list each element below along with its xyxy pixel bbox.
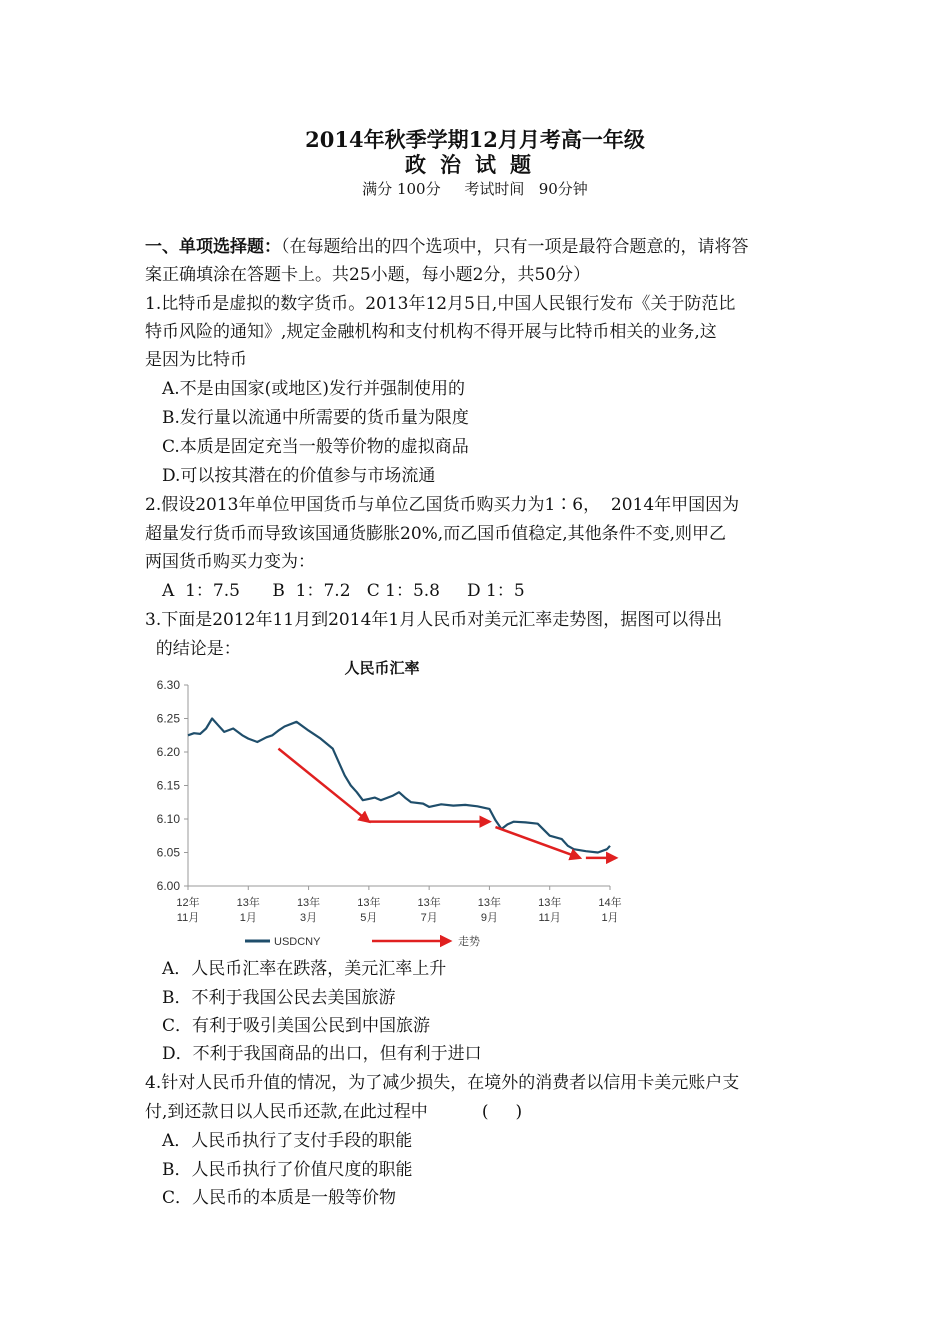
x-tick-label-month: 5月 (360, 912, 378, 924)
x-tick-label-year: 13年 (236, 897, 260, 909)
x-tick-label-month: 3月 (300, 912, 318, 924)
y-tick-label: 6.15 (156, 778, 180, 793)
y-tick-label: 6.00 (156, 879, 180, 893)
q4-option-c: C．人民币的本质是一般等价物 (162, 1188, 397, 1208)
q1-option-c: C.本质是固定充当一般等价物的虚拟商品 (162, 437, 469, 457)
x-tick-label-year: 13年 (477, 897, 502, 909)
x-tick-label-month: 9月 (480, 912, 498, 924)
q3-option-c: C．有利于吸引美国公民到中国旅游 (162, 1016, 431, 1036)
x-tick-label-month: 1月 (239, 912, 257, 924)
q1-option-b: B.发行量以流通中所需要的货币量为限度 (162, 408, 469, 428)
y-tick-label: 6.25 (156, 711, 180, 726)
q4-line1: 4.针对人民币升值的情况，为了减少损失，在境外的消费者以信用卡美元账户支 (145, 1073, 740, 1093)
legend-usdcny-label: USDCNY (274, 936, 321, 948)
x-tick-label-year: 12年 (176, 897, 200, 909)
q3-option-b: B．不利于我国公民去美国旅游 (162, 988, 396, 1008)
q4-line2: 付,到还款日以人民币还款,在此过程中 ( ) (145, 1102, 523, 1122)
x-tick-label-month: 11月 (176, 912, 200, 924)
x-tick-label-month: 1月 (601, 912, 619, 924)
q3-line1: 3.下面是2012年11月到2014年1月人民币对美元汇率走势图，据图可以得出 (145, 610, 723, 630)
x-tick-label-month: 11月 (538, 912, 561, 924)
legend-trend-label: 走势 (458, 936, 480, 948)
x-tick-label-year: 13年 (357, 897, 381, 909)
subject-title: 政治试题 (405, 152, 545, 177)
section-instr-line2: 案正确填涂在答题卡上。共25小题，每小题2分，共50分） (145, 265, 591, 285)
section-instructions-1 (145, 235, 749, 259)
x-tick-label-year: 14年 (598, 897, 622, 909)
y-tick-label: 6.10 (156, 812, 180, 826)
trend-arrow (495, 827, 579, 858)
x-tick-label-month: 7月 (420, 912, 438, 924)
q1-line3: 是因为比特币 (145, 350, 247, 370)
exchange-rate-chart (140, 655, 640, 955)
q2-line2: 超量发行货币而导致该国通货膨胀20%,而乙国币值稳定,其他条件不变,则甲乙 (145, 524, 726, 544)
q1-option-a: A.不是由国家(或地区)发行并强制使用的 (162, 379, 465, 399)
q1-line2: 特币风险的通知》,规定金融机构和支付机构不得开展与比特币相关的业务,这 (145, 322, 717, 342)
y-tick-label: 6.05 (156, 845, 180, 860)
q2-line1: 2.假设2013年单位甲国货币与单位乙国货币购买力为1∶6， 2014年甲国因为 (145, 495, 740, 515)
y-tick-label: 6.30 (156, 678, 180, 692)
section-instr-line1: （在每题给出的四个选项中，只有一项是最符合题意的，请将答 (281, 237, 749, 257)
trend-arrow (278, 749, 368, 822)
q3-line2: 的结论是： (145, 639, 241, 659)
chart-title: 人民币汇率 (344, 660, 420, 677)
q1-option-d: D.可以按其潜在的价值参与市场流通 (162, 466, 436, 486)
q4-option-b: B．人民币执行了价值尺度的职能 (162, 1160, 413, 1180)
q3-option-d: D．不利于我国商品的出口，但有利于进口 (162, 1044, 482, 1064)
exam-meta: 满分 100分 考试时间 90分钟 (362, 180, 588, 198)
x-tick-label-year: 13年 (417, 897, 441, 909)
x-tick-label-year: 13年 (538, 897, 562, 909)
series-line-usdcny (188, 719, 610, 853)
y-tick-label: 6.20 (156, 745, 180, 759)
x-tick-label-year: 13年 (296, 897, 321, 909)
page-title: 2014年秋季学期12月月考高一年级 (305, 127, 645, 152)
q2-options: A 1：7.5 B 1：7.2 C 1：5.8 D 1：5 (162, 581, 525, 601)
q2-line3: 两国货币购买力变为： (145, 552, 315, 572)
q1-line1: 1.比特币是虚拟的数字货币。2013年12月5日,中国人民银行发布《关于防范比 (145, 294, 736, 314)
q4-option-a: A．人民币执行了支付手段的职能 (162, 1131, 413, 1151)
section-heading: 一、单项选择题： (145, 237, 281, 257)
q3-option-a: A．人民币汇率在跌落，美元汇率上升 (162, 959, 447, 979)
